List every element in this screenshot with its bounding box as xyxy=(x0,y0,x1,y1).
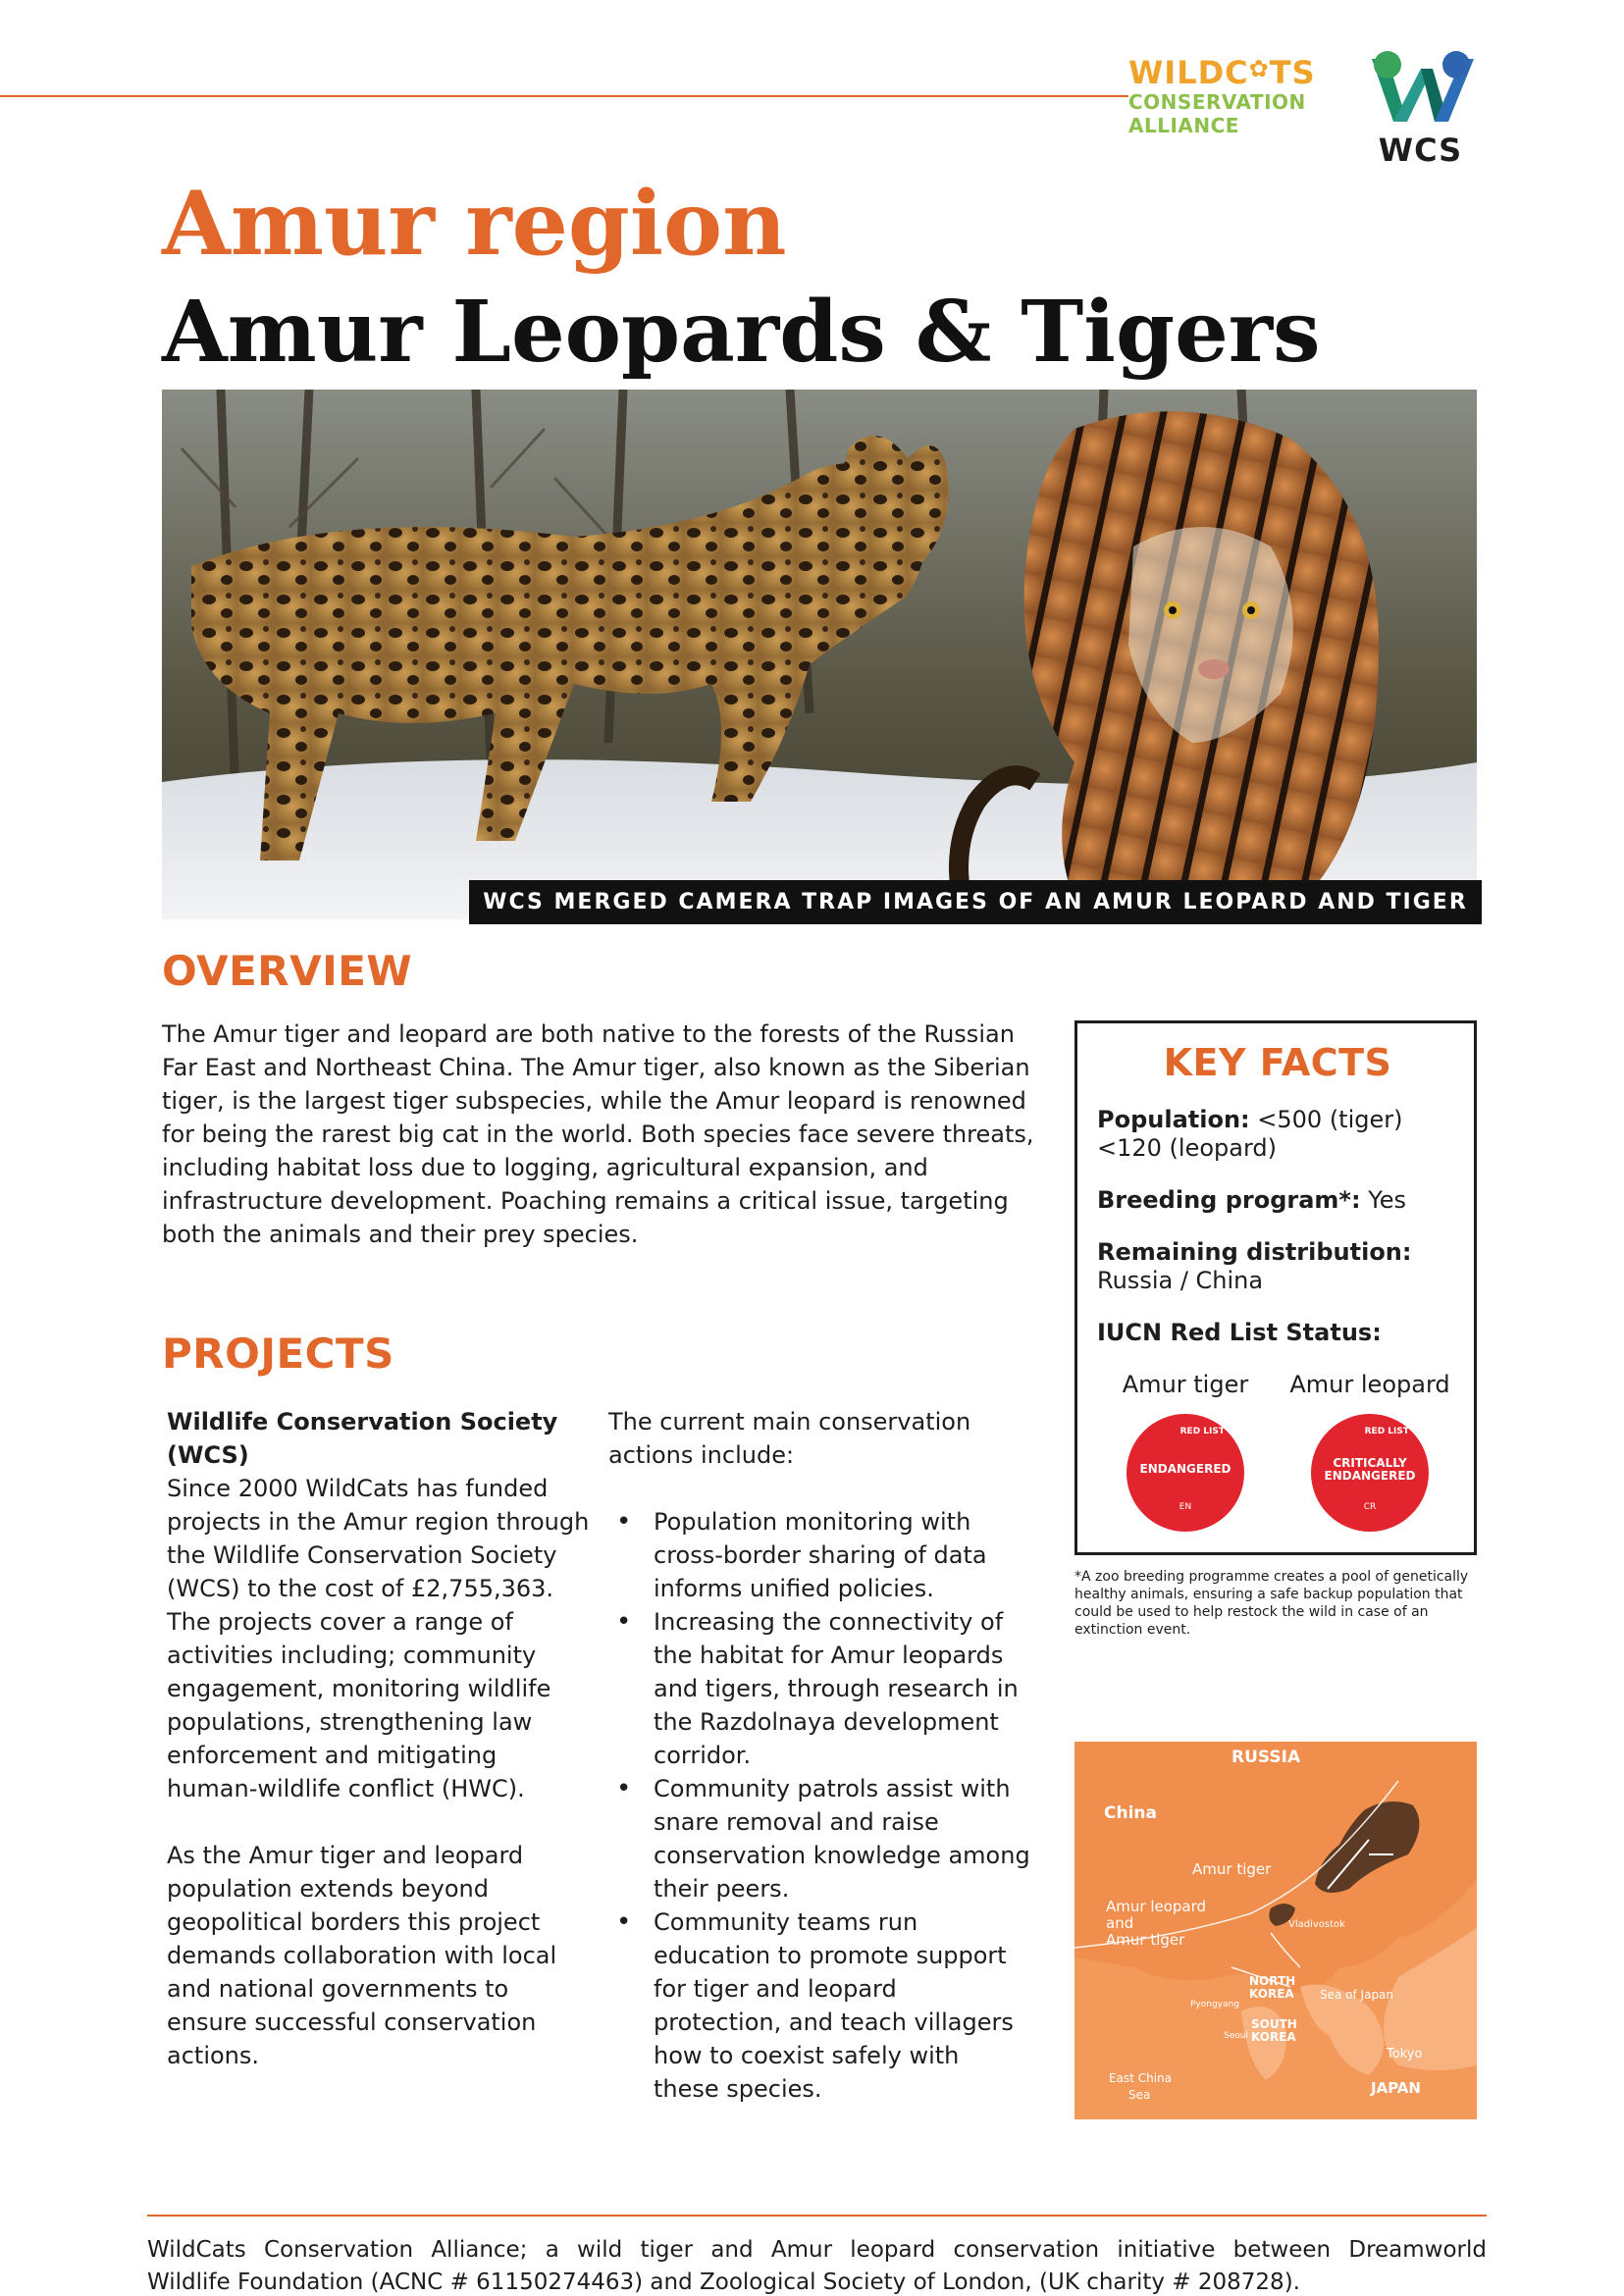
map-label-china: China xyxy=(1104,1803,1157,1823)
map-label-south-korea: SOUTH KOREA xyxy=(1251,2017,1297,2044)
map-label-pyongyang: Pyongyang xyxy=(1190,2000,1239,2009)
top-rule xyxy=(0,95,1128,97)
map-label-vladivostok: Vladivostok xyxy=(1288,1919,1345,1930)
paw-icon: ✿ xyxy=(1248,55,1270,82)
footer-text: WildCats Conservation Alliance; a wild tiger and Amur leopard conservation initiative between Dreamworld Wildlife Foundation (ACNC # 61150274463) and Zoological Society of London, (UK charity # 208728). xyxy=(147,2237,1487,2295)
list-item: • Community teams run education to promote support for tiger and leopard protection, and teach villagers how to coexist safely with these species. xyxy=(608,1905,1030,2106)
map-label-amur-tiger: Amur tiger xyxy=(1192,1860,1272,1878)
wcs-w-icon xyxy=(1368,51,1474,130)
key-facts-box xyxy=(1074,1020,1477,1555)
map-label-japan: JAPAN xyxy=(1371,2079,1421,2097)
map-label-sea-of-japan: Sea of Japan xyxy=(1320,1988,1394,2002)
actions-intro: The current main conservation actions include: xyxy=(608,1408,971,1469)
critically-endangered-badge: RED LIST CRITICALLY ENDANGERED CR xyxy=(1311,1414,1429,1532)
breeding-footnote: *A zoo breeding programme creates a pool of genetically healthy animals, ensuring a safe backup population that could be used to help restock the wild in case of an extinction event. xyxy=(1074,1569,1469,1638)
wildcats-logo: WILDC✿TS CONSERVATION ALLIANCE xyxy=(1128,54,1316,137)
map-label-north-korea: NORTH KOREA xyxy=(1249,1974,1296,2001)
map-label-leopard-tiger: Amur leopard and Amur tiger xyxy=(1106,1898,1207,1949)
org-title: Wildlife Conservation Society (WCS) xyxy=(167,1408,558,1469)
range-map xyxy=(1074,1742,1477,2119)
status-tiger: Amur tiger RED LIST ENDANGERED EN xyxy=(1097,1371,1274,1532)
overview-heading: OVERVIEW xyxy=(162,947,413,995)
endangered-badge: RED LIST ENDANGERED EN xyxy=(1126,1414,1244,1532)
projects-heading: PROJECTS xyxy=(162,1330,394,1378)
projects-paragraph-2: As the Amur tiger and leopard population extends beyond geopolitical borders this project demands collaboration with local and national governments to ensure successful conservation actions. xyxy=(167,1842,557,2069)
actions-list xyxy=(608,1505,1030,2106)
projects-right-column xyxy=(608,1405,1030,2106)
map-label-east-china-sea: East China Sea xyxy=(1109,2071,1172,2102)
hero-photo xyxy=(162,390,1477,919)
wcs-logo xyxy=(1364,51,1477,169)
projects-left-column xyxy=(167,1405,594,2072)
page-title: Amur Leopards & Tigers xyxy=(162,283,1321,382)
list-item: • Increasing the connectivity of the habitat for Amur leopards and tigers, through research in the Razdolnaya development corridor. xyxy=(608,1605,1030,1772)
status-leopard: Amur leopard RED LIST CRITICALLY ENDANGERED CR xyxy=(1282,1371,1458,1532)
map-label-russia: RUSSIA xyxy=(1231,1748,1301,1767)
footer-rule xyxy=(147,2215,1487,2217)
list-item: • Population monitoring with cross-border sharing of data informs unified policies. xyxy=(608,1505,1030,1605)
fact-population: Population: <500 (tiger) <120 (leopard) xyxy=(1097,1106,1403,1162)
iucn-status-row xyxy=(1097,1371,1458,1532)
list-item: • Community patrols assist with snare removal and raise conservation knowledge among their peers. xyxy=(608,1772,1030,1905)
hero-caption: WCS MERGED CAMERA TRAP IMAGES OF AN AMUR LEOPARD AND TIGER xyxy=(469,880,1482,924)
fact-breeding: Breeding program*: Yes xyxy=(1097,1186,1406,1214)
page-title-region: Amur region xyxy=(162,172,787,276)
overview-text: The Amur tiger and leopard are both native to the forests of the Russian Far East and Northeast China. The Amur tiger, also known as the Siberian tiger, is the largest tiger subspecies, while the Amur leopard is renowned for being the rarest big cat in the world. Both species face severe threats, including habitat loss due to logging, agricultural expansion, and infrastructure development. Poaching remains a critical issue, targeting both the animals and their prey species. xyxy=(162,1020,1034,1248)
key-facts-heading: KEY FACTS xyxy=(1163,1041,1392,1084)
fact-distribution: Remaining distribution: Russia / China xyxy=(1097,1238,1412,1294)
fact-iucn: IUCN Red List Status: xyxy=(1097,1319,1382,1346)
map-label-tokyo: Tokyo xyxy=(1387,2047,1423,2061)
map-label-seoul: Seoul xyxy=(1224,2031,1248,2041)
projects-paragraph-1: Since 2000 WildCats has funded projects in the Amur region through the Wildlife Conservation Society (WCS) to the cost of £2,755,363. The projects cover a range of activities including; community engagement, monitoring wildlife populations, strengthening law enforcement and mitigating human-wildlife conflict (HWC). xyxy=(167,1475,590,1802)
wcs-wordmark: WCS xyxy=(1378,131,1463,169)
